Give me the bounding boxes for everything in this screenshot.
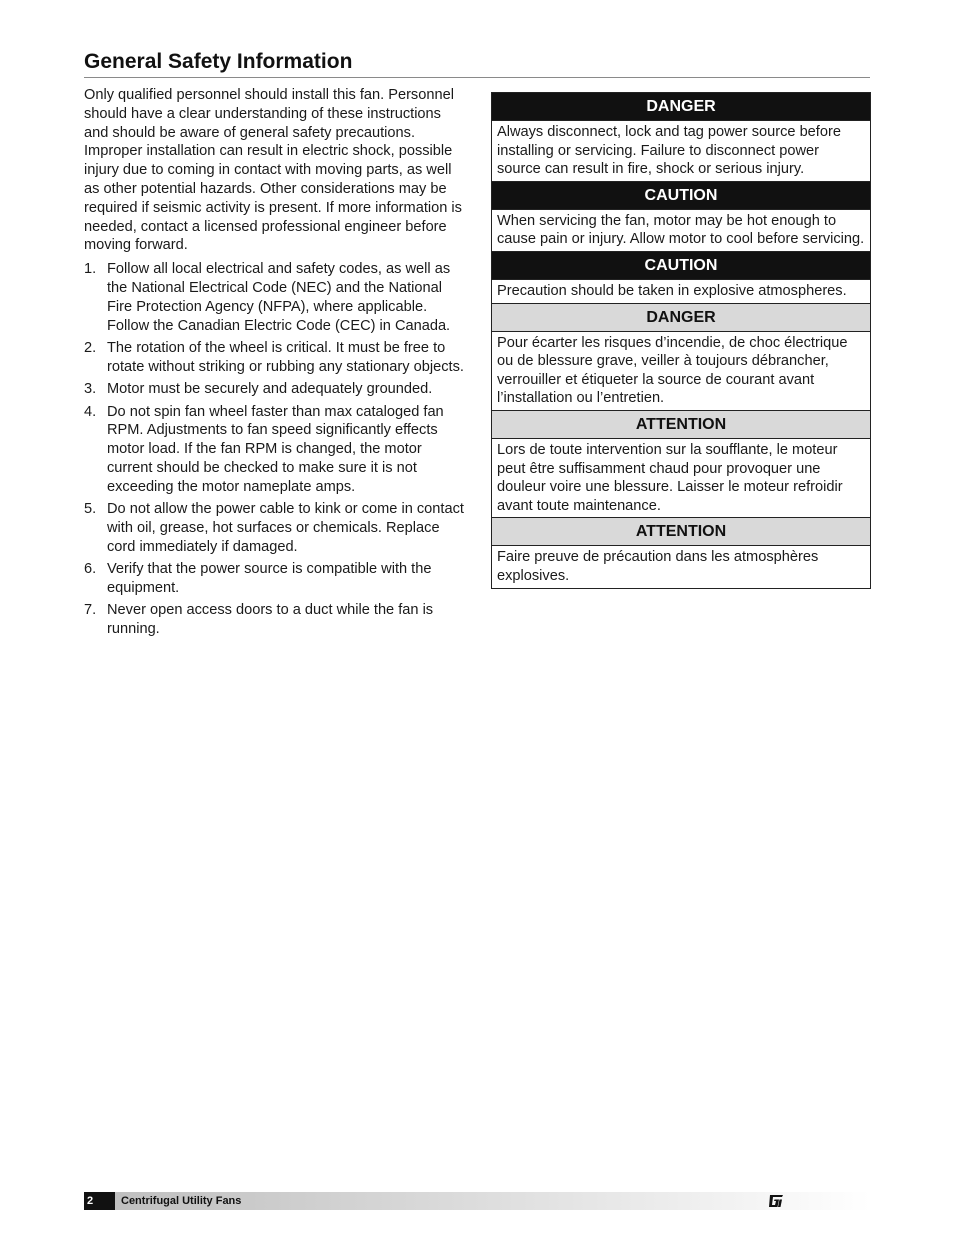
list-item — [84, 339, 466, 377]
safety-text-column — [84, 86, 466, 642]
warning-boxes — [491, 92, 871, 589]
list-item-number: 3. — [84, 381, 97, 398]
danger-text-fr: Pour écarter les risques d’incendie, de choc électrique ou de blessure grave, veiller à toujours débrancher, verrouiller et étiqueter la source de courant avant l’installation ou l’entretien. — [492, 332, 870, 411]
list-item — [84, 260, 466, 335]
intro-paragraph: Only qualified personnel should install this fan. Personnel should have a clear understanding of these instructions and should be aware of general safety precautions. Improper installation can result in electric shock, possible injury due to coming in contact with moving parts, as well as other potential hazards. Other considerations may be required if seismic activity is present. If more information is needed, contact a licensed professional engineer before moving forward. — [84, 87, 462, 254]
caution-text: Precaution should be taken in explosive atmospheres. — [492, 280, 870, 304]
list-item-text: The rotation of the wheel is critical. It must be free to rotate without striking or rubbing any stationary objects. — [107, 339, 464, 375]
list-item — [84, 601, 466, 639]
page-title: General Safety Information — [84, 50, 870, 78]
list-item — [84, 560, 466, 598]
list-item-number: 4. — [84, 403, 97, 420]
list-item-text: Do not spin fan wheel faster than max cataloged fan RPM. Adjustments to fan speed significantly effects motor load. If the fan RPM is changed, the motor current should be checked to make sure it is not exceeding the motor nameplate amps. — [107, 403, 444, 495]
caution-header: CAUTION — [492, 182, 870, 210]
danger-header: DANGER — [492, 93, 870, 121]
greenheck-logo-icon — [768, 1194, 784, 1208]
page-number: 2 — [84, 1192, 115, 1210]
list-item-number: 6. — [84, 561, 97, 578]
caution-header: CAUTION — [492, 252, 870, 280]
attention-text-fr: Lors de toute intervention sur la soufflante, le moteur peut être suffisamment chaud pour provoquer une douleur voire une blessure. Laisser le moteur refroidir avant toute maintenance. — [492, 439, 870, 518]
danger-text: Always disconnect, lock and tag power source before installing or servicing. Failure to disconnect power source can result in fire, shock or serious injury. — [492, 121, 870, 182]
danger-header-fr: DANGER — [492, 304, 870, 332]
list-item — [84, 403, 466, 497]
footer-title: Centrifugal Utility Fans — [121, 1195, 242, 1207]
list-item — [84, 500, 466, 556]
list-item-number: 1. — [84, 261, 97, 278]
footer-bar — [84, 1192, 870, 1210]
list-item-text: Motor must be securely and adequately grounded. — [107, 381, 433, 398]
attention-header-fr: ATTENTION — [492, 518, 870, 546]
caution-text: When servicing the fan, motor may be hot enough to cause pain or injury. Allow motor to cool before servicing. — [492, 210, 870, 252]
list-item — [84, 380, 466, 399]
list-item-text: Never open access doors to a duct while the fan is running. — [107, 602, 434, 638]
list-item-number: 2. — [84, 339, 97, 356]
list-item-text: Do not allow the power cable to kink or come in contact with oil, grease, hot surfaces or chemicals. Replace cord immediately if damaged. — [107, 501, 464, 555]
attention-header-fr: ATTENTION — [492, 411, 870, 439]
attention-text-fr: Faire preuve de précaution dans les atmosphères explosives. — [492, 546, 870, 588]
list-item-number: 5. — [84, 501, 97, 518]
list-item-text: Follow all local electrical and safety codes, as well as the National Electrical Code (NEC) and the National Fire Protection Agency (NFPA), where applicable. Follow the Canadian Electric Code (CEC) in Canada. — [107, 261, 451, 334]
safety-rules-list — [84, 260, 466, 639]
list-item-text: Verify that the power source is compatible with the equipment. — [107, 561, 432, 596]
list-item-number: 7. — [84, 602, 97, 619]
